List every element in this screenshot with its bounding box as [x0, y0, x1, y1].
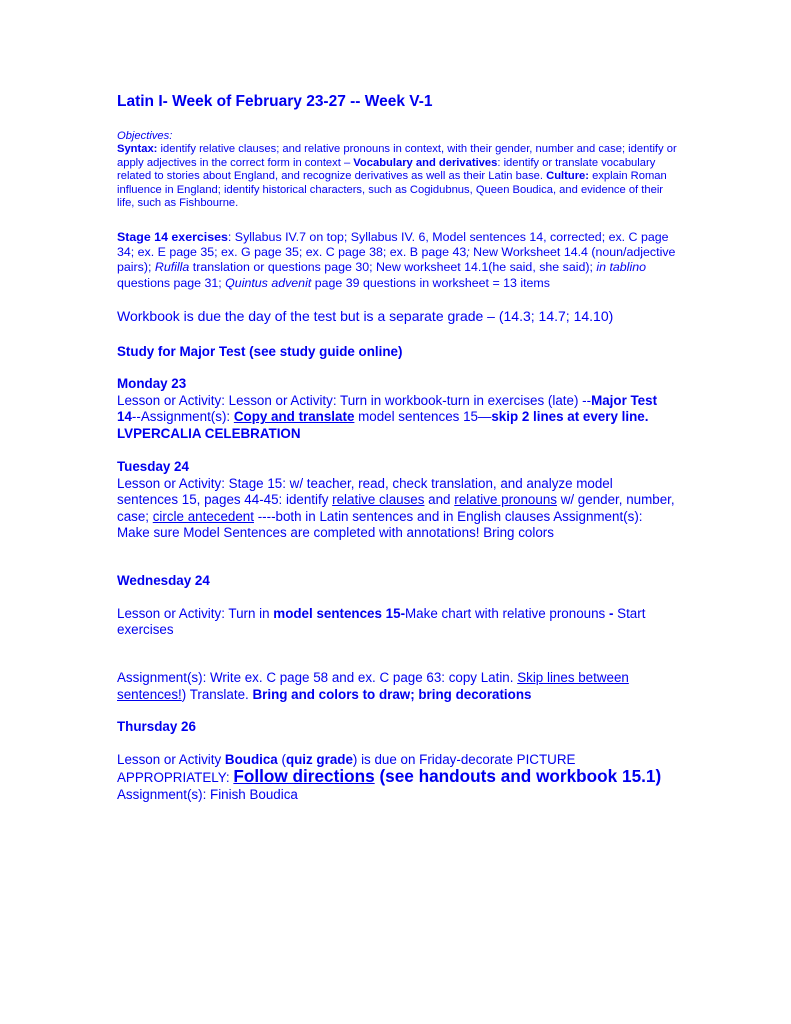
thursday-t5: ) is due on Friday-decorate PICTURE APPROPRIATELY: [117, 751, 576, 785]
quintus-title: Quintus advenit [225, 275, 312, 290]
monday-text [117, 393, 677, 443]
workbook-note: Workbook is due the day of the test but is a separate grade – (14.3; 14.7; 14.10) [117, 308, 614, 324]
monday-t6: skip 2 lines at every line. LVPERCALIA CELEBRATION [117, 409, 649, 441]
stage-text-3: questions page 31; [117, 275, 226, 290]
wednesday-heading: Wednesday 24 [117, 573, 210, 588]
assignment-t3: ) Translate. [181, 686, 253, 702]
monday-section [117, 376, 677, 442]
vocab-label: Vocabulary and derivatives [353, 156, 498, 169]
wednesday-t5: Start exercises [117, 605, 646, 637]
tuesday-section [117, 459, 677, 542]
wednesday-section [117, 573, 677, 639]
monday-t1: Lesson or Activity: Lesson or Activity: Turn in workbook-turn in exercises (late) -- [117, 392, 592, 408]
wednesday-t1: Lesson or Activity: Turn in [117, 605, 274, 621]
stage-text-1b: ; [466, 245, 470, 260]
culture-text: explain Roman influence in England; identify historical characters, such as Cogidubnus, Queen Boudica, and evidence of their life, such as Fishbourne. [117, 170, 667, 210]
objectives-text [117, 143, 677, 210]
thursday-t1: Lesson or Activity [117, 751, 225, 767]
culture-label: Culture: [546, 170, 589, 183]
circle-antecedent-label: circle antecedent [152, 508, 254, 524]
assignment-section [117, 670, 677, 703]
stage-label: Stage 14 exercises [117, 230, 228, 244]
syntax-text: identify relative clauses; and relative pronouns in context, with their gender, number and case; identify or apply adjectives in the correct form in context – [117, 143, 677, 169]
monday-t5: model sentences 15— [354, 409, 492, 424]
stage-text-1: : Syllabus IV.7 on top; Syllabus IV. 6, Model sentences 14, corrected; ex. C page 34; ex. E page 35; ex. G page 35; ex. C page 38; ex. B page 43 [117, 230, 669, 260]
objectives-section [117, 130, 677, 210]
stage-text-2: translation or questions page 30; New worksheet 14.1(he said, she said); [189, 260, 597, 275]
stage-text-1c: New Worksheet 14.4 (noun/adjective pairs); [117, 245, 676, 275]
assignment-t1: Assignment(s): Write ex. C page 58 and ex. C page 63: copy Latin. [117, 670, 518, 685]
in-tablino-title: in tablino [596, 260, 646, 275]
thursday-t3: ( [277, 751, 286, 767]
quiz-grade-label: quiz grade [285, 751, 353, 767]
relative-clauses-label: relative clauses [332, 492, 425, 507]
tuesday-text [117, 476, 677, 542]
page-title: Latin I- Week of February 23-27 -- Week V-1 [117, 93, 433, 110]
thursday-text [117, 752, 677, 804]
follow-directions-label: Follow directions [233, 766, 375, 786]
vocab-text: : identify or translate vocabulary related to stories about England, and recognize derivatives as well as their Latin base. [117, 156, 656, 183]
tuesday-heading: Tuesday 24 [117, 459, 189, 474]
stage-text-4: page 39 questions in worksheet = 13 items [311, 275, 550, 290]
wednesday-text [117, 606, 677, 639]
relative-pronouns-label: relative pronouns [454, 492, 557, 507]
tuesday-t1: Lesson or Activity: Stage 15: w/ teacher, read, check translation, and analyze model sentences 15, pages 44-45: identify [117, 475, 613, 507]
wednesday-t4: - [608, 605, 614, 621]
thursday-heading: Thursday 26 [117, 719, 196, 734]
thursday-t8: Assignment(s): Finish Boudica [117, 786, 298, 802]
major-test-label: Major Test 14 [117, 392, 658, 424]
stage-exercises [117, 230, 677, 291]
objectives-label: Objectives: [117, 130, 173, 142]
model-sentences-label: model sentences 15- [273, 605, 406, 621]
study-note: Study for Major Test (see study guide online) [117, 344, 403, 359]
skip-lines-label: Skip lines between sentences! [117, 670, 629, 702]
thursday-section [117, 719, 677, 803]
tuesday-t7: ----both in Latin sentences and in English clauses Assignment(s): Make sure Model Sentences are completed with annotations! Bring colors [117, 508, 643, 540]
monday-t3: --Assignment(s): [131, 409, 234, 424]
bring-colors-label: Bring and colors to draw; bring decorations [252, 686, 532, 702]
tuesday-t3: and [424, 492, 455, 507]
wednesday-t3: Make chart with relative pronouns [405, 605, 609, 621]
thursday-t7: (see handouts and workbook 15.1) [374, 766, 662, 786]
syntax-label: Syntax: [117, 143, 158, 156]
rufilla-title: Rufilla [154, 260, 190, 275]
boudica-label: Boudica [224, 751, 278, 767]
tuesday-t5: w/ gender, number, case; [117, 492, 675, 524]
copy-translate-label: Copy and translate [233, 409, 355, 424]
monday-heading: Monday 23 [117, 376, 187, 391]
